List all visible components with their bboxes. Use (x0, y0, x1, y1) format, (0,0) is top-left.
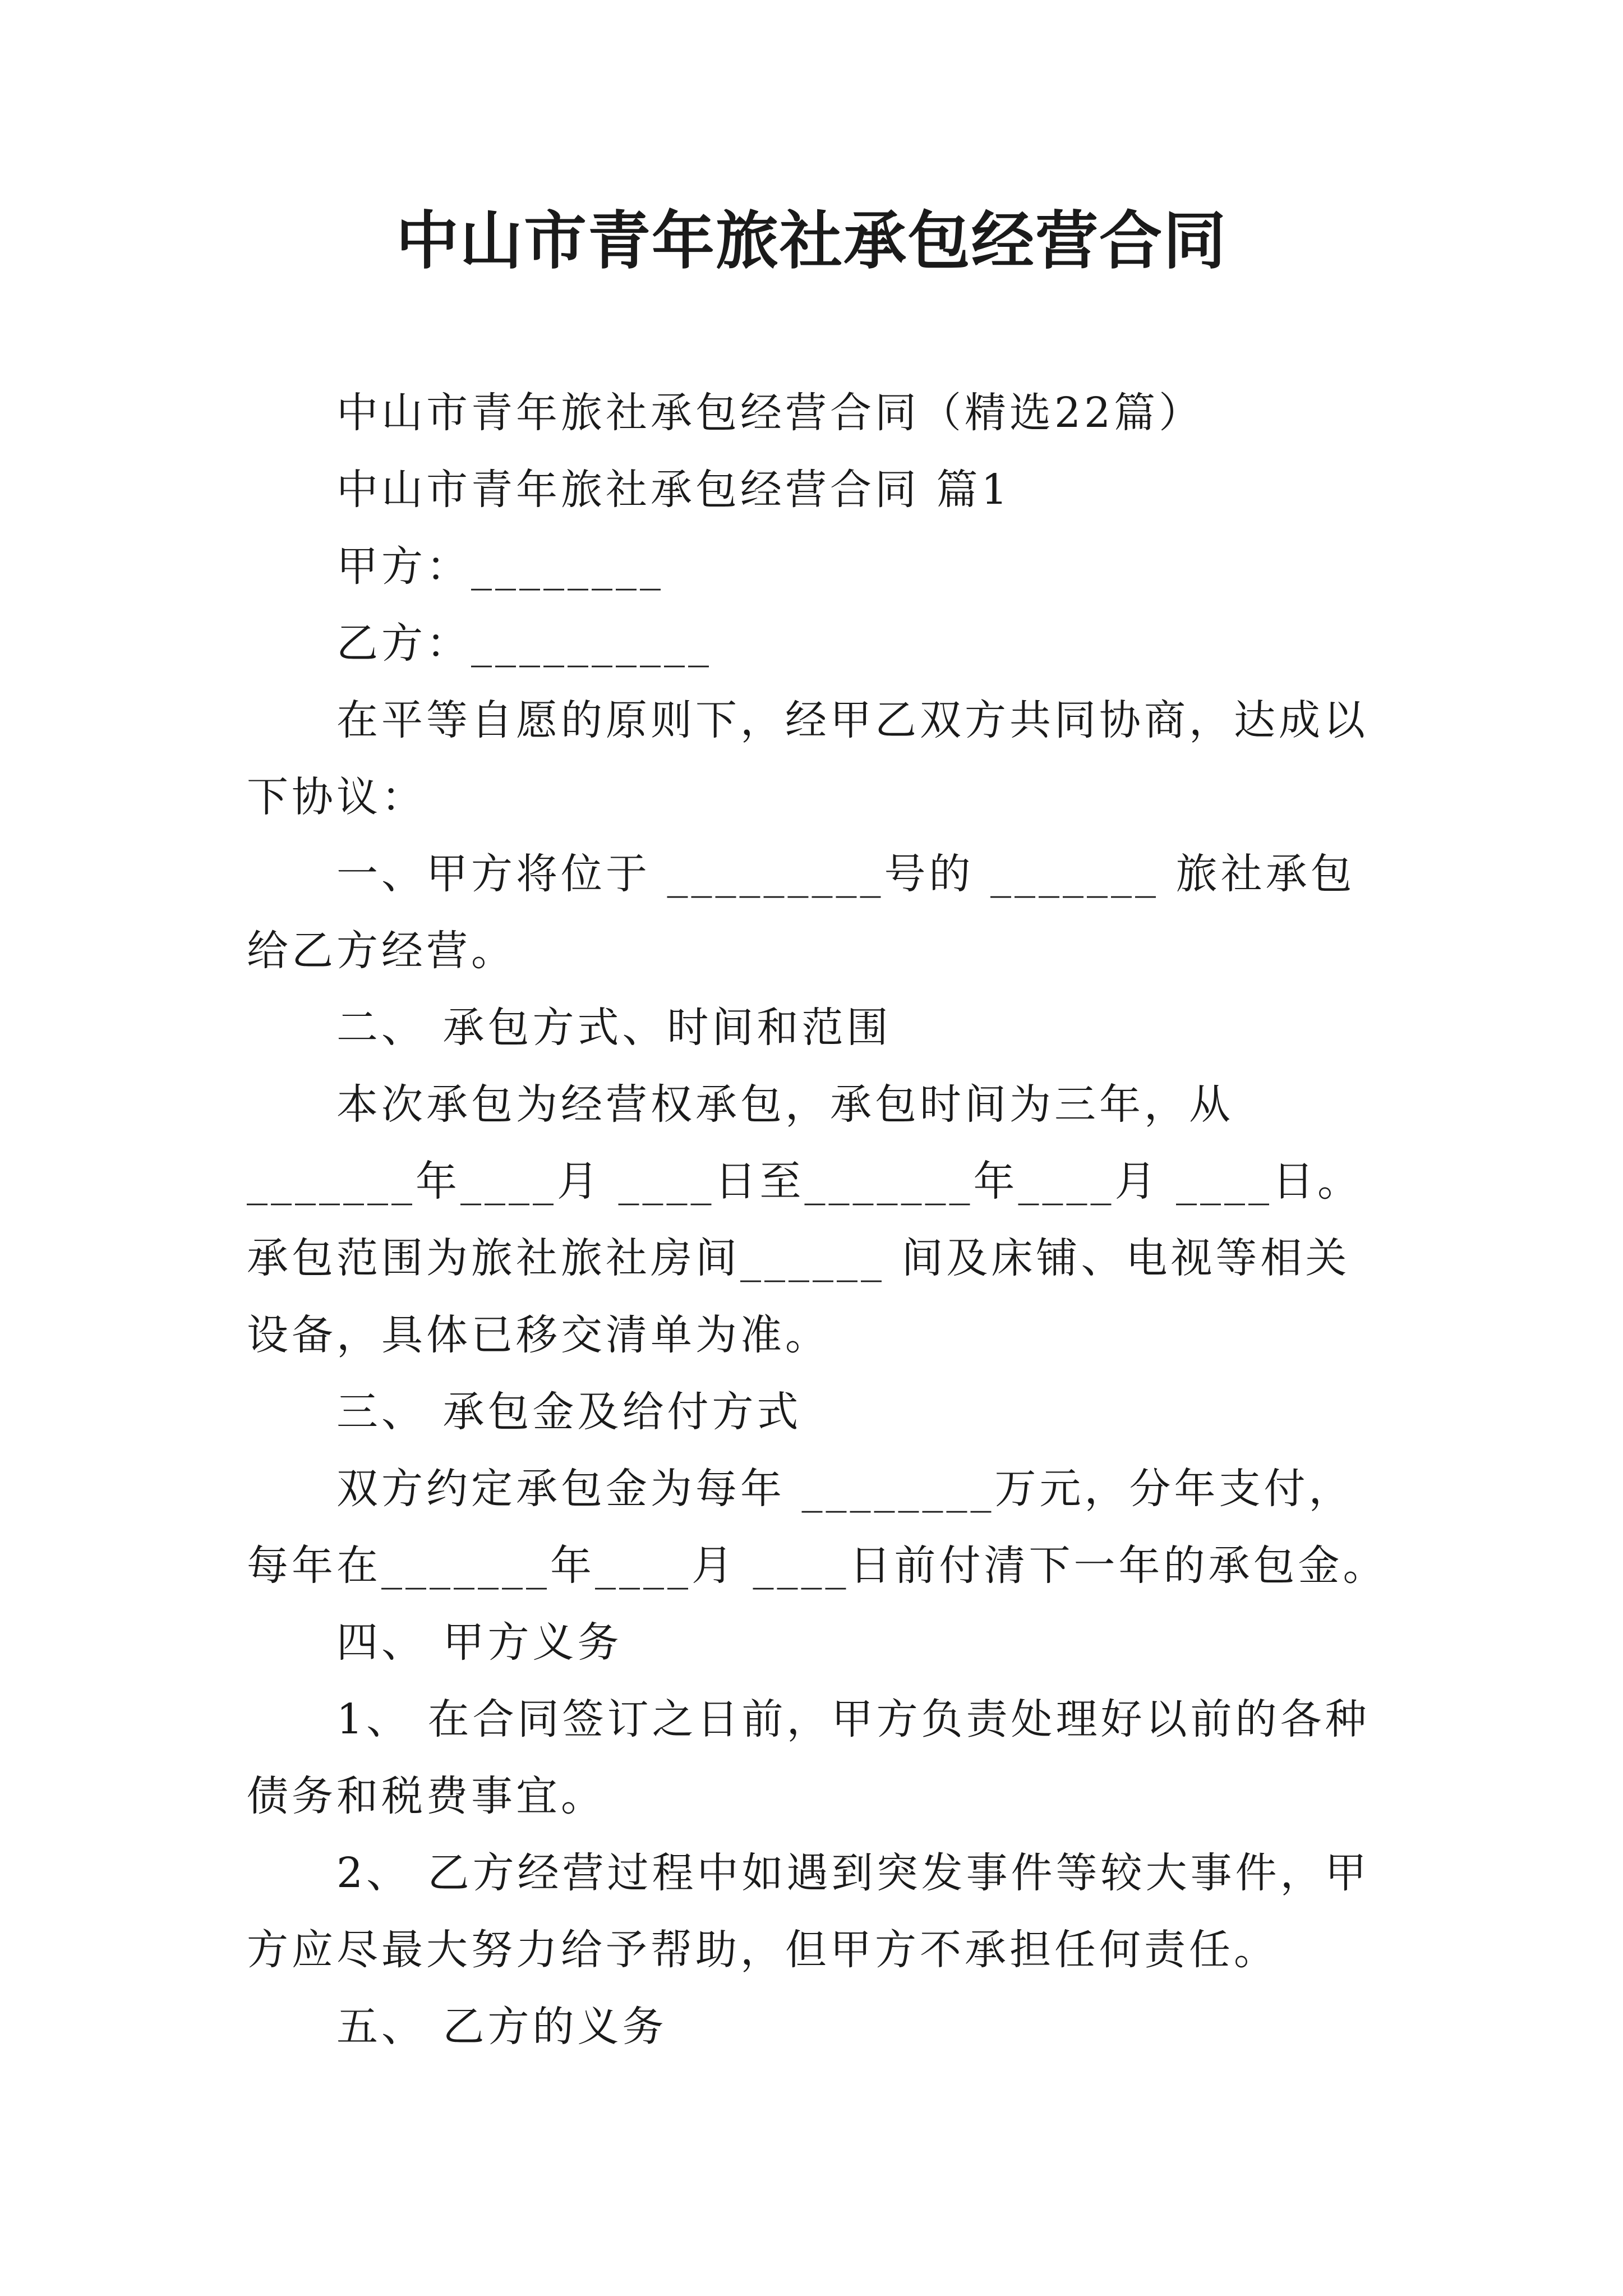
clause-2-heading: 二、 承包方式、时间和范围 (336, 1004, 892, 1052)
clause-4-heading: 四、 甲方义务 (336, 1618, 623, 1667)
clause-4-item-2: 2、 乙方经营过程中如遇到突发事件等较大事件，甲方应尽最大努力给予帮助，但甲方不承担任何责任。 (247, 1849, 1370, 1974)
clause-2-body: 本次承包为经营权承包，承包时间为三年，从_______年____月 ____日至_______年____月 ____日。承包范围为旅社旅社房间______ 间及床铺、电视等相关设备，具体已移交清单为准。 (247, 1080, 1363, 1359)
clause-3-body: 双方约定承包金为每年 ________万元，分年支付，每年在_______年____月 ____日前付清下一年的承包金。 (247, 1465, 1388, 1590)
document-title: 中山市青年旅社承包经营合同 (396, 204, 1227, 278)
clause-3-heading: 三、 承包金及给付方式 (336, 1388, 802, 1436)
party-b-line: 乙方：__________ (336, 619, 712, 668)
clause-4-item-1: 1、 在合同签订之日前，甲方负责处理好以前的各种债务和税费事宜。 (247, 1695, 1370, 1820)
paragraph-preamble: 在平等自愿的原则下，经甲乙双方共同协商，达成以下协议： (247, 696, 1368, 821)
paragraph-section-heading: 中山市青年旅社承包经营合同 篇1 (336, 466, 1011, 514)
paragraph-subtitle: 中山市青年旅社承包经营合同（精选22篇） (336, 389, 1204, 437)
party-a-line: 甲方：________ (336, 542, 664, 591)
clause-5-heading: 五、 乙方的义务 (336, 2003, 667, 2051)
document-body (247, 375, 1391, 2065)
clause-1: 一、甲方将位于 _________号的 _______ 旅社承包给乙方经营。 (247, 850, 1355, 975)
